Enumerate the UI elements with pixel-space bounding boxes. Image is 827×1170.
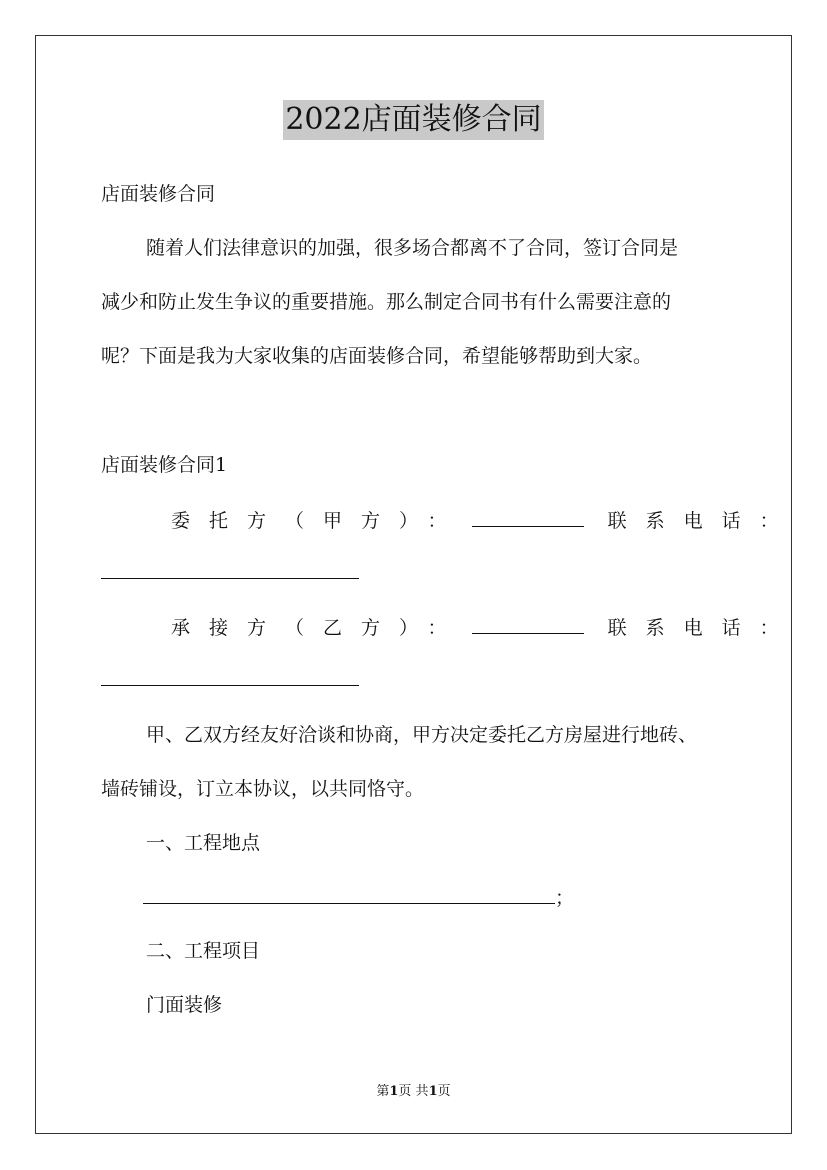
location-blank[interactable]: [143, 885, 555, 904]
document-title: 2022店面装修合同: [283, 100, 543, 140]
location-row: [143, 885, 574, 910]
party-b-row: [171, 615, 798, 640]
agreement-line-1: 甲、乙双方经友好洽谈和协商，甲方决定委托乙方房屋进行地砖、: [146, 724, 698, 746]
agreement-line-2: 墙砖铺设，订立本协议，以共同恪守。: [101, 778, 425, 800]
item2-heading: 二、工程项目: [146, 940, 261, 962]
footer-total-pages: 1: [428, 1084, 438, 1099]
party-a-phone-label: 联系电话：: [607, 510, 798, 532]
party-a-name-blank[interactable]: [472, 508, 584, 527]
party-a-row: [171, 508, 798, 533]
item1-heading: 一、工程地点: [146, 832, 261, 854]
footer-mid: 页 共: [398, 1084, 429, 1099]
party-a-phone-blank[interactable]: [101, 560, 359, 579]
party-b-phone-label: 联系电话：: [607, 617, 798, 639]
party-a-phone-row: [101, 560, 359, 585]
section-heading: 店面装修合同1: [101, 454, 228, 476]
footer-page-number: 1: [389, 1084, 399, 1099]
item2-content: 门面装修: [146, 994, 223, 1016]
document-subtitle: 店面装修合同: [101, 183, 216, 205]
intro-line-2: 减少和防止发生争议的重要措施。那么制定合同书有什么需要注意的: [101, 291, 672, 313]
location-end: ；: [555, 887, 575, 909]
intro-line-1: 随着人们法律意识的加强，很多场合都离不了合同，签订合同是: [146, 237, 679, 259]
party-b-name-blank[interactable]: [472, 615, 584, 634]
title-container: [0, 100, 827, 140]
party-b-phone-blank[interactable]: [101, 667, 359, 686]
party-a-label: 委托方（甲方）：: [171, 510, 466, 532]
party-b-label: 承接方（乙方）：: [171, 617, 466, 639]
footer-suffix: 页: [437, 1084, 451, 1099]
page-footer: [0, 1084, 827, 1100]
footer-prefix: 第: [376, 1084, 390, 1099]
party-b-phone-row: [101, 667, 359, 692]
intro-line-3: 呢？下面是我为大家收集的店面装修合同，希望能够帮助到大家。: [101, 345, 653, 367]
